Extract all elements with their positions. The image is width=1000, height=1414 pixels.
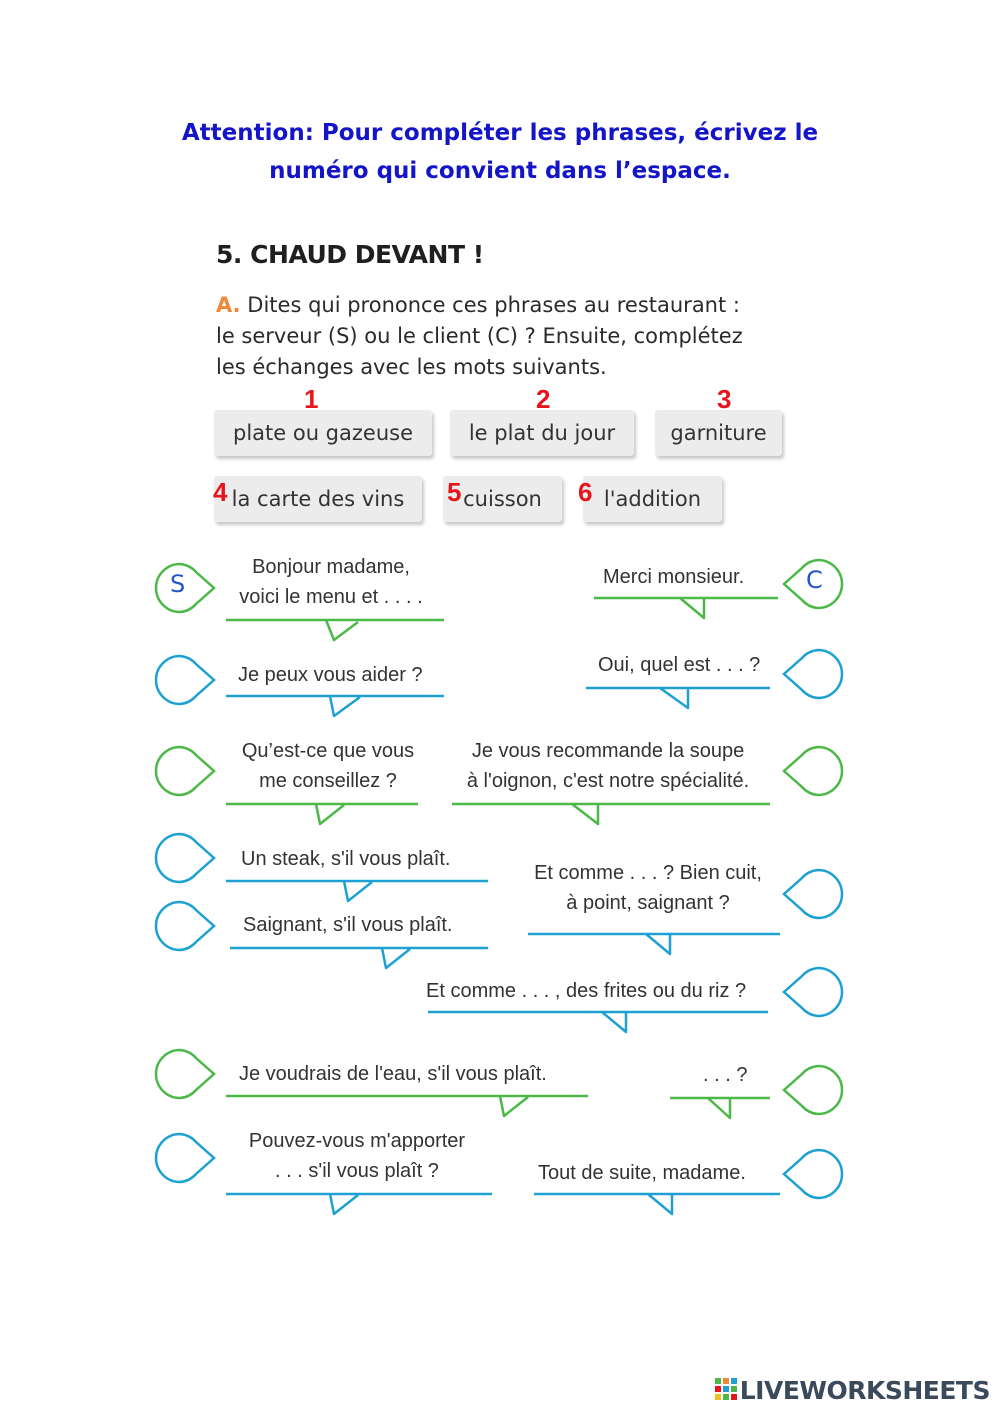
exercise-title: 5. CHAUD DEVANT ! xyxy=(216,240,484,269)
answer-circle-13[interactable] xyxy=(150,1130,220,1186)
bubble-tail-7 xyxy=(226,881,488,901)
bubble-tail-12 xyxy=(670,1098,770,1118)
answer-circle-14[interactable] xyxy=(778,1146,848,1202)
bubble-tail-13 xyxy=(226,1194,492,1214)
word-number-3: 3 xyxy=(717,384,732,414)
liveworksheets-brand xyxy=(714,1376,990,1407)
answer-text-1: S xyxy=(170,570,186,598)
answer-circle-8[interactable] xyxy=(778,866,848,922)
answer-circle-9[interactable] xyxy=(150,898,220,954)
instruction-text-2: le serveur (S) ou le client (C) ? Ensuite, complétez xyxy=(216,324,743,348)
dialogue-line-14: Tout de suite, madame. xyxy=(538,1162,746,1184)
word-plate-ou-gazeuse[interactable]: plate ou gazeuse xyxy=(214,410,432,456)
answer-text-2: C xyxy=(806,566,823,594)
instruction-text-3: les échanges avec les mots suivants. xyxy=(216,355,607,379)
answer-circle-6[interactable] xyxy=(778,743,848,799)
dialogue-line-6: Je vous recommande la soupe à l'oignon, c'est notre spécialité. xyxy=(466,740,750,792)
word-plat-du-jour[interactable]: le plat du jour xyxy=(450,410,634,456)
dialogue-line-2: Merci monsieur. xyxy=(603,566,745,588)
answer-circle-11[interactable] xyxy=(150,1046,220,1102)
dialogue-line-8: Et comme . . . ? Bien cuit, à point, saignant ? xyxy=(534,862,762,914)
bubble-tail-4 xyxy=(586,688,770,708)
bubble-tail-9 xyxy=(230,948,488,968)
bubble-tail-11 xyxy=(226,1096,588,1116)
answer-circle-4[interactable] xyxy=(778,646,848,702)
bubble-tail-14 xyxy=(534,1194,780,1214)
bubble-tail-1 xyxy=(226,620,444,640)
dialogue-line-1: Bonjour madame, voici le menu et . . . . xyxy=(239,556,423,608)
brand-name: LIVEWORKSHEETS xyxy=(739,1376,990,1405)
dialogue-line-10: Et comme . . . , des frites ou du riz ? xyxy=(426,980,747,1002)
word-number-1: 1 xyxy=(304,384,319,414)
bubble-tail-3 xyxy=(226,696,444,716)
answer-circle-12[interactable] xyxy=(778,1062,848,1118)
dialogue-line-12: . . . ? xyxy=(703,1064,748,1086)
answer-circle-3[interactable] xyxy=(150,652,220,708)
answer-circle-5[interactable] xyxy=(150,743,220,799)
instruction-line-2: numéro qui convient dans l’espace. xyxy=(269,158,731,184)
word-number-5: 5 xyxy=(447,477,462,507)
dialogue-line-7: Un steak, s'il vous plaît. xyxy=(241,848,451,870)
word-number-6: 6 xyxy=(578,477,593,507)
answer-circle-7[interactable] xyxy=(150,830,220,886)
dialogue-line-13: Pouvez-vous m'apporter . . . s'il vous plaît ? xyxy=(248,1130,466,1182)
exercise-letter: A. xyxy=(216,293,241,317)
answer-circle-10[interactable] xyxy=(778,964,848,1020)
word-number-4: 4 xyxy=(213,477,228,507)
word-cuisson[interactable]: cuisson xyxy=(443,476,562,522)
word-addition[interactable]: l'addition xyxy=(583,476,722,522)
bubble-tail-2 xyxy=(594,598,778,618)
instruction-line-1: Attention: Pour compléter les phrases, écrivez le xyxy=(181,120,819,146)
word-carte-des-vins[interactable]: la carte des vins xyxy=(214,476,422,522)
dialogue-line-5: Qu’est-ce que vous me conseillez ? xyxy=(241,740,415,792)
word-number-2: 2 xyxy=(536,384,551,414)
word-garniture[interactable]: garniture xyxy=(655,410,782,456)
dialogue-line-3: Je peux vous aider ? xyxy=(238,664,423,686)
dialogue-line-9: Saignant, s'il vous plaît. xyxy=(243,914,453,936)
dialogue-line-4: Oui, quel est . . . ? xyxy=(598,654,761,676)
bubble-tail-5 xyxy=(226,804,418,824)
bubble-tail-6 xyxy=(452,804,770,824)
instruction-text-1: Dites qui prononce ces phrases au restaurant : xyxy=(240,293,740,317)
bubble-tail-8 xyxy=(528,934,780,954)
dialogue-line-11: Je voudrais de l'eau, s'il vous plaît. xyxy=(239,1063,547,1085)
bubble-tail-10 xyxy=(428,1012,768,1032)
liveworksheets-logo-icon xyxy=(714,1377,738,1407)
